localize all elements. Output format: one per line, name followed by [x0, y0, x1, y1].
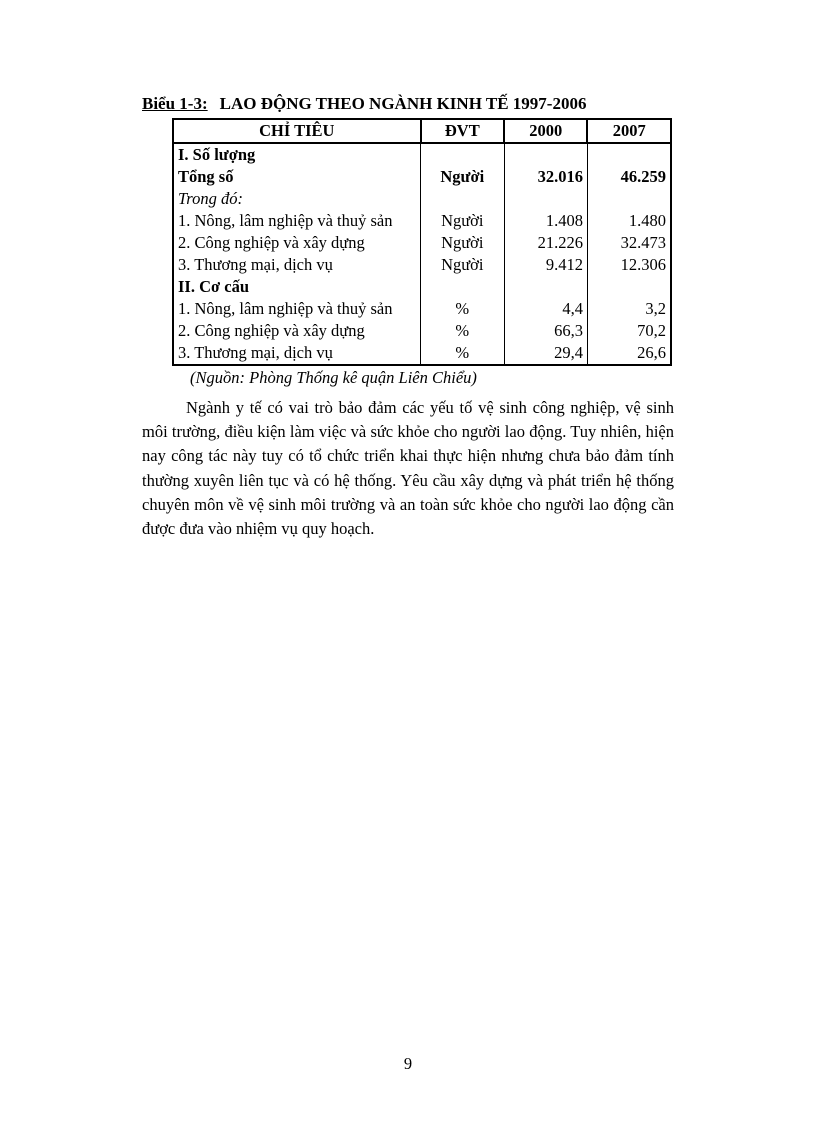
body-paragraph: Ngành y tế có vai trò bảo đảm các yếu tố vệ sinh công nghiệp, vệ sinh môi trường, điều kiện làm việc và sức khỏe cho người lao động. Tuy nhiên, hiện nay công tác này tuy có tổ chức triển khai thực hiện nhưng chưa bảo đảm tính thường xuyên liên tục và có hệ thống. Yêu cầu xây dựng và phát triển hệ thống chuyên môn về vệ sinh môi trường và an toàn sức khỏe cho người lao động cần được đưa vào nhiệm vụ quy hoạch. — [142, 398, 674, 539]
row-value-2007: 12.306 — [587, 254, 671, 276]
row-value-2000 — [504, 143, 587, 166]
row-unit: Người — [421, 210, 504, 232]
header-indicator: CHỈ TIÊU — [173, 119, 421, 143]
row-unit: Người — [421, 254, 504, 276]
table-row — [173, 298, 671, 320]
row-unit: % — [421, 298, 504, 320]
row-value-2007: 1.480 — [587, 210, 671, 232]
row-value-2000: 1.408 — [504, 210, 587, 232]
row-label: 2. Công nghiệp và xây dựng — [173, 232, 421, 254]
caption-title: LAO ĐỘNG THEO NGÀNH KINH TẾ 1997-2006 — [219, 94, 587, 113]
table-caption — [142, 93, 586, 115]
header-2000: 2000 — [504, 119, 587, 143]
caption-label: Biểu 1-3: — [142, 94, 208, 113]
table-row — [173, 143, 671, 166]
table-row — [173, 210, 671, 232]
row-value-2000: 4,4 — [504, 298, 587, 320]
labor-table — [172, 118, 672, 366]
row-value-2007: 3,2 — [587, 298, 671, 320]
row-unit: Người — [421, 166, 504, 188]
row-label: Trong đó: — [173, 188, 421, 210]
row-value-2000: 29,4 — [504, 342, 587, 365]
row-value-2007 — [587, 276, 671, 298]
row-label: 3. Thương mại, dịch vụ — [173, 342, 421, 365]
row-value-2007: 32.473 — [587, 232, 671, 254]
row-value-2000 — [504, 188, 587, 210]
row-value-2007: 46.259 — [587, 166, 671, 188]
row-label: 1. Nông, lâm nghiệp và thuỷ sản — [173, 210, 421, 232]
row-label: 1. Nông, lâm nghiệp và thuỷ sản — [173, 298, 421, 320]
row-unit: Người — [421, 232, 504, 254]
row-unit — [421, 143, 504, 166]
row-unit: % — [421, 320, 504, 342]
row-value-2007: 26,6 — [587, 342, 671, 365]
table-row — [173, 320, 671, 342]
row-unit — [421, 276, 504, 298]
row-label: 3. Thương mại, dịch vụ — [173, 254, 421, 276]
row-value-2000: 21.226 — [504, 232, 587, 254]
row-label: Tổng số — [173, 166, 421, 188]
table-header-row — [173, 119, 671, 143]
table-row — [173, 232, 671, 254]
row-unit — [421, 188, 504, 210]
table-row — [173, 276, 671, 298]
row-value-2000: 66,3 — [504, 320, 587, 342]
table-row — [173, 342, 671, 365]
row-label: I. Số lượng — [173, 143, 421, 166]
table-row — [173, 166, 671, 188]
row-unit: % — [421, 342, 504, 365]
row-label: II. Cơ cấu — [173, 276, 421, 298]
header-unit: ĐVT — [421, 119, 504, 143]
page-number: 9 — [403, 1054, 413, 1073]
table-source-note: (Nguồn: Phòng Thống kê quận Liên Chiểu) — [190, 368, 477, 387]
row-value-2000: 9.412 — [504, 254, 587, 276]
row-value-2007 — [587, 188, 671, 210]
row-value-2000 — [504, 276, 587, 298]
row-label: 2. Công nghiệp và xây dựng — [173, 320, 421, 342]
row-value-2000: 32.016 — [504, 166, 587, 188]
header-2007: 2007 — [587, 119, 671, 143]
table-row — [173, 188, 671, 210]
table-row — [173, 254, 671, 276]
row-value-2007: 70,2 — [587, 320, 671, 342]
row-value-2007 — [587, 143, 671, 166]
